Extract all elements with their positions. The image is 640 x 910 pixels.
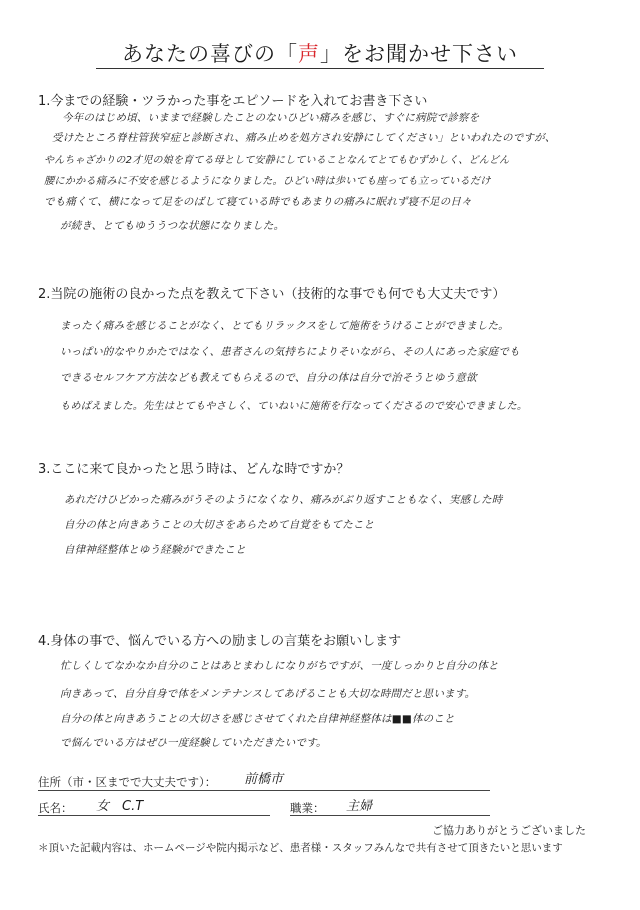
answer-4-line: 自分の体と向きあうことの大切さを感じさせてくれた自律神経整体は■■体のこと — [60, 713, 455, 725]
question-4-label: 4.身体の事で、悩んでいる方への励ましの言葉をお願いします — [38, 634, 402, 649]
page-title — [0, 38, 640, 68]
answer-4-line: 向きあって、自分自身で体をメンテナンスしてあげることも大切な時間だと思います。 — [60, 688, 476, 700]
answer-4-line: 忙しくしてなかなか自分のことはあとまわしになりがちですが、一度しっかりと自分の体と — [60, 660, 499, 672]
job-underline — [290, 815, 490, 816]
title-underline — [96, 68, 544, 69]
name-value: 女 C.T — [96, 799, 144, 814]
answer-2-line: できるセルフケア方法なども教えてもらえるので、自分の体は自分で治そうとゆう意欲 — [60, 372, 477, 384]
thanks-text: ご協力ありがとうございました — [432, 824, 586, 837]
name-label: 氏名： — [38, 801, 73, 815]
answer-1-line: やんちゃざかりの2才児の娘を育てる母として安静にしていることなんてとてもむずかしく、どんどん — [44, 155, 510, 166]
answer-2-line: もめばえました。先生はとてもやさしく、ていねいに施術を行なってくださるので安心できました。 — [60, 401, 528, 412]
answer-1-line: が続き、とてもゆううつな状態になりました。 — [60, 220, 285, 232]
address-value: 前橋市 — [244, 772, 284, 787]
answer-1-line: 受けたところ脊柱管狭窄症と診断され、痛み止めを処方され安静にしてください」といわれたのですが、 — [52, 132, 556, 144]
answer-2-line: まったく痛みを感じることがなく、とてもリラックスをして施術をうけることができました。 — [60, 320, 509, 332]
question-2-label: 2.当院の施術の良かった点を教えて下さい（技術的な事でも何でも大丈夫です） — [38, 287, 506, 302]
question-3-label: 3.ここに来て良かったと思う時は、どんな時ですか？ — [38, 462, 350, 477]
answer-4-line: で悩んでいる方はぜひ一度経験していただきたいです。 — [60, 737, 327, 749]
job-label: 職業： — [290, 801, 325, 815]
answer-3-line: 自分の体と向きあうことの大切さをあらためて自覚をもてたこと — [64, 519, 375, 531]
privacy-note: ＊頂いた記載内容は、ホームページや院内掲示など、患者様・スタッフみんなで共有させて頂きたいと思います — [38, 842, 563, 854]
title-highlight: 声 — [298, 42, 320, 66]
question-1-label: 1.今までの経験・ツラかった事をエピソードを入れてお書き下さい — [38, 94, 428, 109]
name-underline — [38, 815, 270, 816]
address-label: 住所（市・区までで大丈夫です）： — [38, 775, 217, 789]
answer-1-line: 腰にかかる痛みに不安を感じるようになりました。ひどい時は歩いても座っても立っているだけ — [44, 176, 491, 187]
title-text-before: あなたの喜びの「 — [122, 42, 298, 66]
address-underline — [38, 790, 490, 791]
answer-1-line: 今年のはじめ頃、いままで経験したことのないひどい痛みを感じ、すぐに病院で診察を — [62, 112, 480, 124]
title-text-after: 」をお聞かせ下さい — [320, 42, 518, 66]
answer-1-line: でも痛くて、横になって足をのばして寝ている時でもあまりの痛みに眠れず寝不足の日々 — [44, 196, 472, 208]
answer-2-line: いっぱい的なやりかたではなく、患者さんの気持ちによりそいながら、その人にあった家庭でも — [60, 346, 520, 358]
answer-3-line: あれだけひどかった痛みがうそのようになくなり、痛みがぶり返すこともなく、実感した時 — [64, 494, 503, 506]
answer-3-line: 自律神経整体とゆう経験ができたこと — [64, 544, 246, 556]
job-value: 主婦 — [346, 799, 373, 814]
